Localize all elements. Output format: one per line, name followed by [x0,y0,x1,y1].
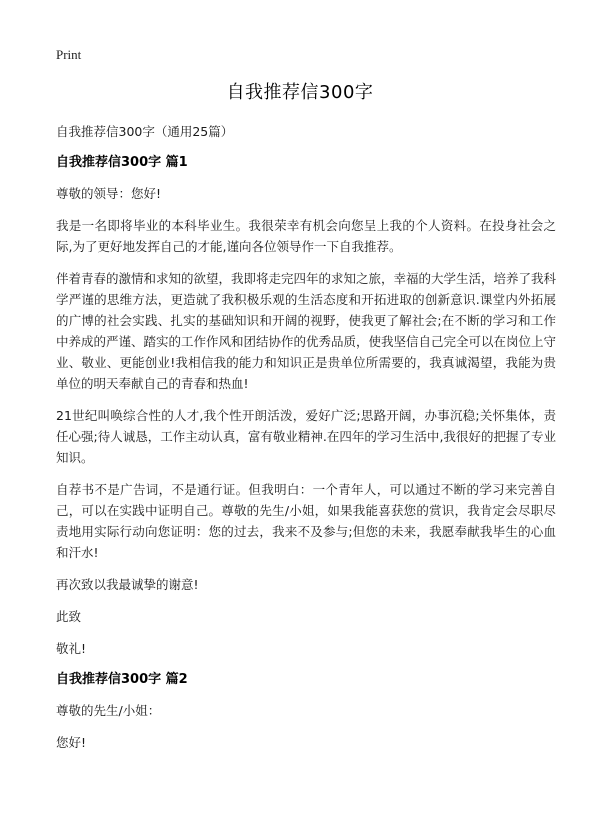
greeting-1: 尊敬的领导：您好! [56,186,162,201]
paragraph-1: 我是一名即将毕业的本科毕业生。我很荣幸有机会向您呈上我的个人资料。在投身社会之际,为了更好地发挥自己的才能,谨向各位领导作一下自我推荐。 [56,218,556,254]
opening-2: 您好! [56,735,87,750]
page-title: 自我推荐信300字 [226,82,374,103]
paragraph-5: 再次致以我最诚挚的谢意! [56,577,199,592]
paragraph-4: 自荐书不是广告词，不是通行证。但我明白：一个青年人，可以通过不断的学习来完善自己，可以在实践中证明自己。尊敬的先生/小姐，如果我能喜获您的赏识，我肯定会尽职尽责地用实际行动向您证明：您的过去，我来不及参与;但您的未来，我愿奉献我毕生的心血和汗水! [56,482,556,560]
closing-1: 此致 [56,609,82,624]
document-body [56,121,556,764]
greeting-2: 尊敬的先生/小姐： [56,703,161,718]
paragraph-3: 21世纪叫唤综合性的人才,我个性开朗活泼，爱好广泛;思路开阔，办事沉稳;关怀集体，责任心强;待人诚恳，工作主动认真，富有敬业精神.在四年的学习生活中,我很好的把握了专业知识。 [56,408,556,465]
section-heading-2: 自我推荐信300字 篇2 [56,672,188,687]
print-link[interactable]: Print [56,47,82,62]
document-subtitle: 自我推荐信300字（通用25篇） [56,124,234,139]
salute-1: 敬礼! [56,641,87,656]
paragraph-2: 伴着青春的激情和求知的欲望，我即将走完四年的求知之旅，幸福的大学生活，培养了我科学严谨的思维方法，更造就了我积极乐观的生活态度和开拓进取的创新意识.课堂内外拓展的广博的社会实践、扎实的基础知识和开阔的视野，使我更了解社会;在不断的学习和工作中养成的严谨、踏实的工作作风和团结协作的优秀品质，使我坚信自己完全可以在岗位上守业、敬业、更能创业!我相信我的能力和知识正是贵单位所需要的，我真诚渴望，我能为贵单位的明天奉献自己的青春和热血! [56,271,557,391]
section-heading-1: 自我推荐信300字 篇1 [56,155,188,170]
